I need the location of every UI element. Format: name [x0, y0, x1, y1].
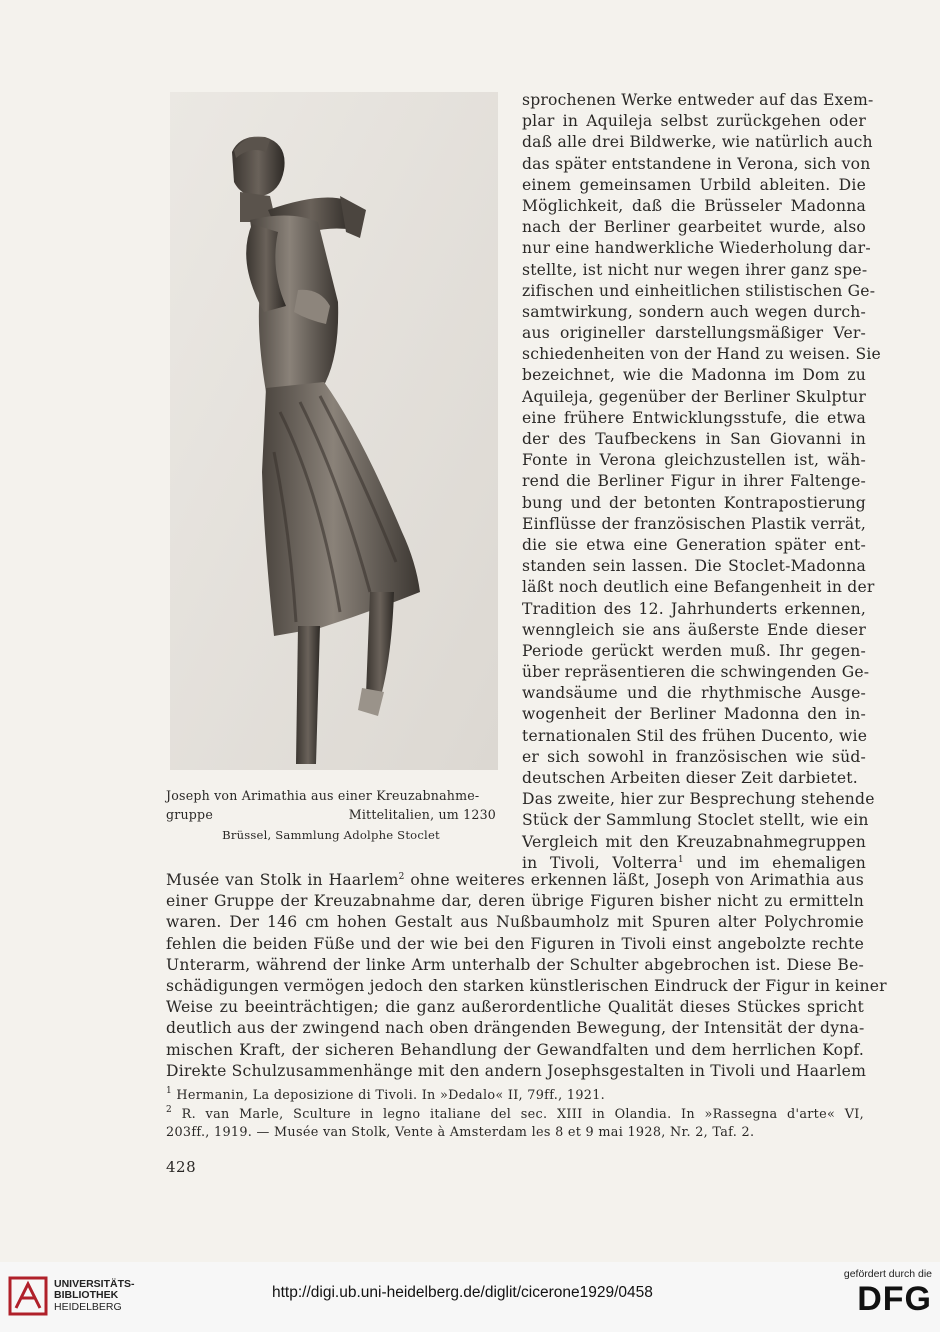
permalink-url[interactable]: http://digi.ub.uni-heidelberg.de/diglit/cicerone1929/0458 [272, 1284, 653, 1301]
footnote-ref: 1 [677, 854, 684, 865]
library-name-line: UNIVERSITÄTS- [54, 1277, 135, 1290]
text-line: Unterarm, während der linke Arm unterhalb der Schulter abgebrochen ist. Diese Be- [166, 955, 864, 974]
funding-logo[interactable] [812, 1268, 932, 1318]
text-fragment: Musée van Stolk in Haarlem [166, 871, 399, 889]
footnote-ref: 2 [398, 872, 405, 882]
text-line: plar in Aquileja selbst zurückgehen oder [522, 112, 866, 131]
text-line: nur eine handwerkliche Wiederholung dar- [522, 239, 871, 258]
text-line: einer Gruppe der Kreuzabnahme dar, deren übrige Figuren bisher nicht zu ermitteln [166, 892, 864, 911]
text-line: das später entstandene in Verona, sich von [522, 154, 871, 173]
text-line: Einflüsse der französischen Plastik verrät, [522, 514, 866, 533]
footnote-text: Hermanin, La deposizione di Tivoli. In »Dedalo« II, 79ff., 1921. [172, 1088, 606, 1103]
text-line: Aquileja, gegenüber der Berliner Skulptur [522, 387, 866, 406]
text-fragment: in Tivoli, Volterra [522, 853, 678, 872]
text-line: standen sein lassen. Die Stoclet-Madonna [522, 557, 866, 576]
caption-origin-date: Mittelitalien, um 1230 [348, 807, 496, 822]
dfg-logo: DFG [857, 1280, 932, 1318]
library-name [54, 1279, 135, 1314]
footnotes [166, 1087, 864, 1143]
text-line [166, 870, 864, 891]
text-line: Möglichkeit, daß die Brüsseler Madonna [522, 196, 866, 215]
text-line: er sich sowohl in französischen wie süd- [522, 747, 866, 766]
text-line: wenngleich sie ans äußerste Ende dieser [522, 620, 866, 639]
text-line: ternationalen Stil des frühen Ducento, wie [522, 726, 868, 745]
caption-title-cont: gruppe [166, 807, 213, 822]
text-line: sprochenen Werke entweder auf das Exem- [522, 91, 874, 109]
text-line: bung und der betonten Kontrapostierung [522, 493, 866, 512]
text-line: zifischen und einheitlichen stilistischen Ge- [522, 281, 876, 300]
text-line: samtwirkung, sondern auch wegen durch- [522, 302, 866, 321]
footnote-2 [166, 1106, 864, 1125]
full-width-text [166, 870, 887, 1082]
caption-title: Joseph von Arimathia aus einer Kreuzabnahme- [166, 788, 480, 803]
caption-line [166, 786, 496, 805]
text-line: wogenheit der Berliner Madonna den in- [522, 705, 866, 724]
text-line: Vergleich mit den Kreuzabnahmegruppen [522, 832, 866, 851]
text-line: läßt noch deutlich eine Befangenheit in der [522, 578, 875, 597]
text-line: Direkte Schulzusammenhänge mit den andern Josephsgestalten in Tivoli und Haarlem [166, 1061, 867, 1080]
library-name-line: HEIDELBERG [54, 1300, 122, 1313]
funding-label: gefördert durch die [843, 1268, 932, 1280]
text-line: nach der Berliner gearbeitet wurde, also [522, 218, 866, 237]
text-line: die sie etwa eine Generation später ent- [522, 535, 866, 554]
text-line: aus origineller darstellungsmäßiger Ver- [522, 324, 866, 343]
text-line: mischen Kraft, der sicheren Behandlung der Gewandfalten und dem herrlichen Kopf. [166, 1040, 864, 1059]
text-line: Das zweite, hier zur Besprechung stehende [522, 790, 875, 809]
footnote-text: R. van Marle, Sculture in legno italiane del sec. XIII in Olandia. In »Rassegna d'arte« VI, [172, 1106, 864, 1122]
text-line: rend die Berliner Figur in ihrer Faltenge- [522, 472, 866, 491]
viewer-footer [0, 1262, 940, 1332]
library-name-line: BIBLIOTHEK [54, 1289, 119, 1302]
text-line: Periode gerückt werden muß. Ihr gegen- [522, 641, 866, 660]
text-line: stellte, ist nicht nur wegen ihrer ganz spe- [522, 260, 868, 279]
footnote-mark: 2 [166, 1104, 173, 1115]
text-line: bezeichnet, wie die Madonna im Dom zu [522, 366, 866, 385]
text-line: fehlen die beiden Füße und der wie bei den Figuren in Tivoli einst angebolzte rechte [166, 934, 864, 953]
text-line: schädigungen vermögen jedoch den starken künstlerischen Eindruck der Figur in keiner [166, 976, 887, 995]
text-line: wandsäume und die rhythmische Ausge- [522, 684, 866, 703]
text-line: einem gemeinsamen Urbild ableiten. Die [522, 175, 866, 194]
text-line: waren. Der 146 cm hohen Gestalt aus Nußbaumholz mit Spuren alter Polychromie [166, 913, 864, 932]
text-line: Stück der Sammlung Stoclet stellt, wie ein [522, 811, 869, 830]
text-line: Fonte in Verona gleichzustellen ist, wäh- [522, 451, 866, 470]
text-fragment: und im ehemaligen [683, 853, 866, 872]
figure-caption [166, 786, 496, 845]
library-logo[interactable] [8, 1276, 135, 1316]
caption-line [166, 805, 496, 824]
text-line: Weise zu beeinträchtigen; die ganz außerordentliche Qualität dieses Stückes spricht [166, 998, 864, 1017]
page-number: 428 [166, 1158, 197, 1176]
text-line: deutlich aus der zwingend nach oben drängenden Bewegung, der Intensität der dyna- [166, 1019, 865, 1038]
text-line: deutschen Arbeiten dieser Zeit darbietet. [522, 769, 858, 787]
text-line: über repräsentieren die schwingenden Ge- [522, 663, 870, 682]
text-line: der des Taufbeckens in San Giovanni in [522, 430, 866, 448]
footnote-2-cont: 203ff., 1919. — Musée van Stolk, Vente à Amsterdam les 8 et 9 mai 1928, Nr. 2, Taf. 2. [166, 1125, 755, 1141]
sculpture-photo [170, 92, 498, 770]
text-line: Tradition des 12. Jahrhunderts erkennen, [522, 599, 866, 618]
sculpture-figure-image [170, 92, 498, 770]
footnote-mark: 1 [166, 1086, 173, 1096]
text-line: daß alle drei Bildwerke, wie natürlich auch [522, 133, 873, 152]
text-fragment: ohne weiteres erkennen läßt, Joseph von Arimathia aus [404, 871, 864, 889]
text-line: schiedenheiten von der Hand zu weisen. Sie [522, 345, 881, 364]
right-text-column [522, 90, 881, 874]
caption-location: Brüssel, Sammlung Adolphe Stoclet [222, 828, 440, 842]
text-line: eine frühere Entwicklungsstufe, die etwa [522, 408, 866, 427]
library-seal-icon [8, 1276, 48, 1316]
footnote-1 [166, 1087, 864, 1106]
